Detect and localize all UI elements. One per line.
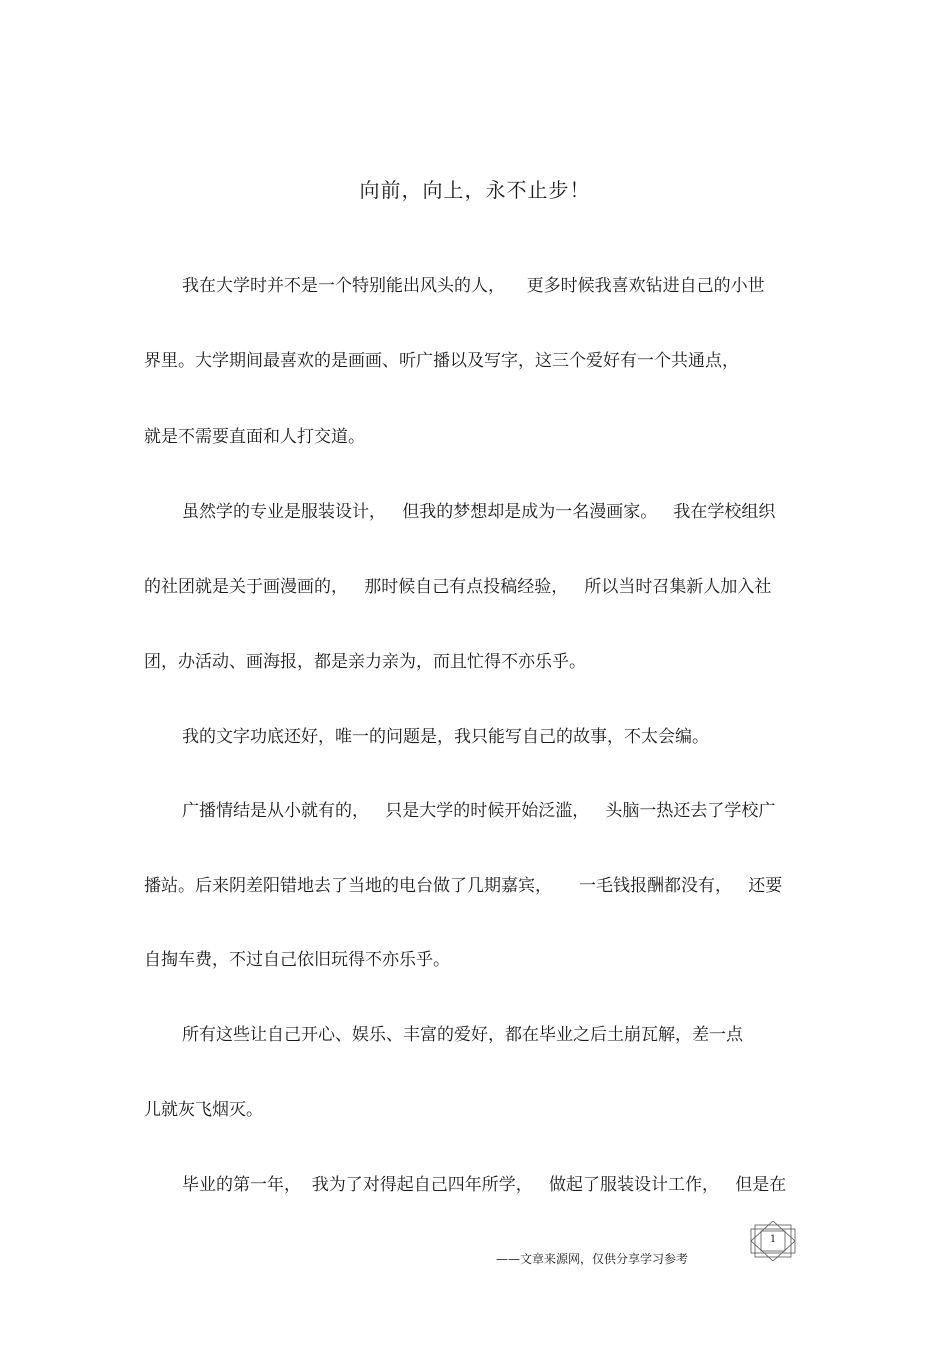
body-line: 播站。后来阴差阳错地去了当地的电台做了几期嘉宾， 一毛钱报酬都没有， 还要	[144, 876, 783, 896]
body-line: 团，办活动、画海报，都是亲力亲为，而且忙得不亦乐乎。	[144, 652, 586, 672]
page-number: 1	[769, 1234, 777, 1245]
page-number-badge	[749, 1221, 797, 1261]
body-line: 虽然学的专业是服装设计， 但我的梦想却是成为一名漫画家。 我在学校组织	[182, 502, 776, 522]
body-line: 我的文字功底还好，唯一的问题是，我只能写自己的故事，不太会编。	[182, 727, 709, 747]
body-line: 广播情结是从小就有的， 只是大学的时候开始泛滥， 头脑一热还去了学校广	[182, 801, 776, 821]
body-line: 儿就灰飞烟灭。	[144, 1100, 263, 1120]
footer-source-note: ——文章来源网，仅供分享学习参考	[496, 1252, 689, 1266]
body-line: 我在大学时并不是一个特别能出风头的人， 更多时候我喜欢钻进自己的小世	[182, 276, 765, 296]
page-title: 向前，向上，永不止步！	[359, 178, 591, 202]
body-line: 自掏车费，不过自己依旧玩得不亦乐乎。	[144, 950, 450, 970]
body-line: 毕业的第一年， 我为了对得起自己四年所学， 做起了服装设计工作， 但是在	[182, 1175, 787, 1195]
body-line: 就是不需要直面和人打交道。	[144, 427, 365, 447]
body-line: 所有这些让自己开心、娱乐、丰富的爱好，都在毕业之后土崩瓦解，差一点	[182, 1025, 743, 1045]
body-line: 的社团就是关于画漫画的， 那时候自己有点投稿经验， 所以当时召集新人加入社	[144, 577, 772, 597]
body-line: 界里。大学期间最喜欢的是画画、听广播以及写字，这三个爱好有一个共通点，	[144, 351, 739, 371]
